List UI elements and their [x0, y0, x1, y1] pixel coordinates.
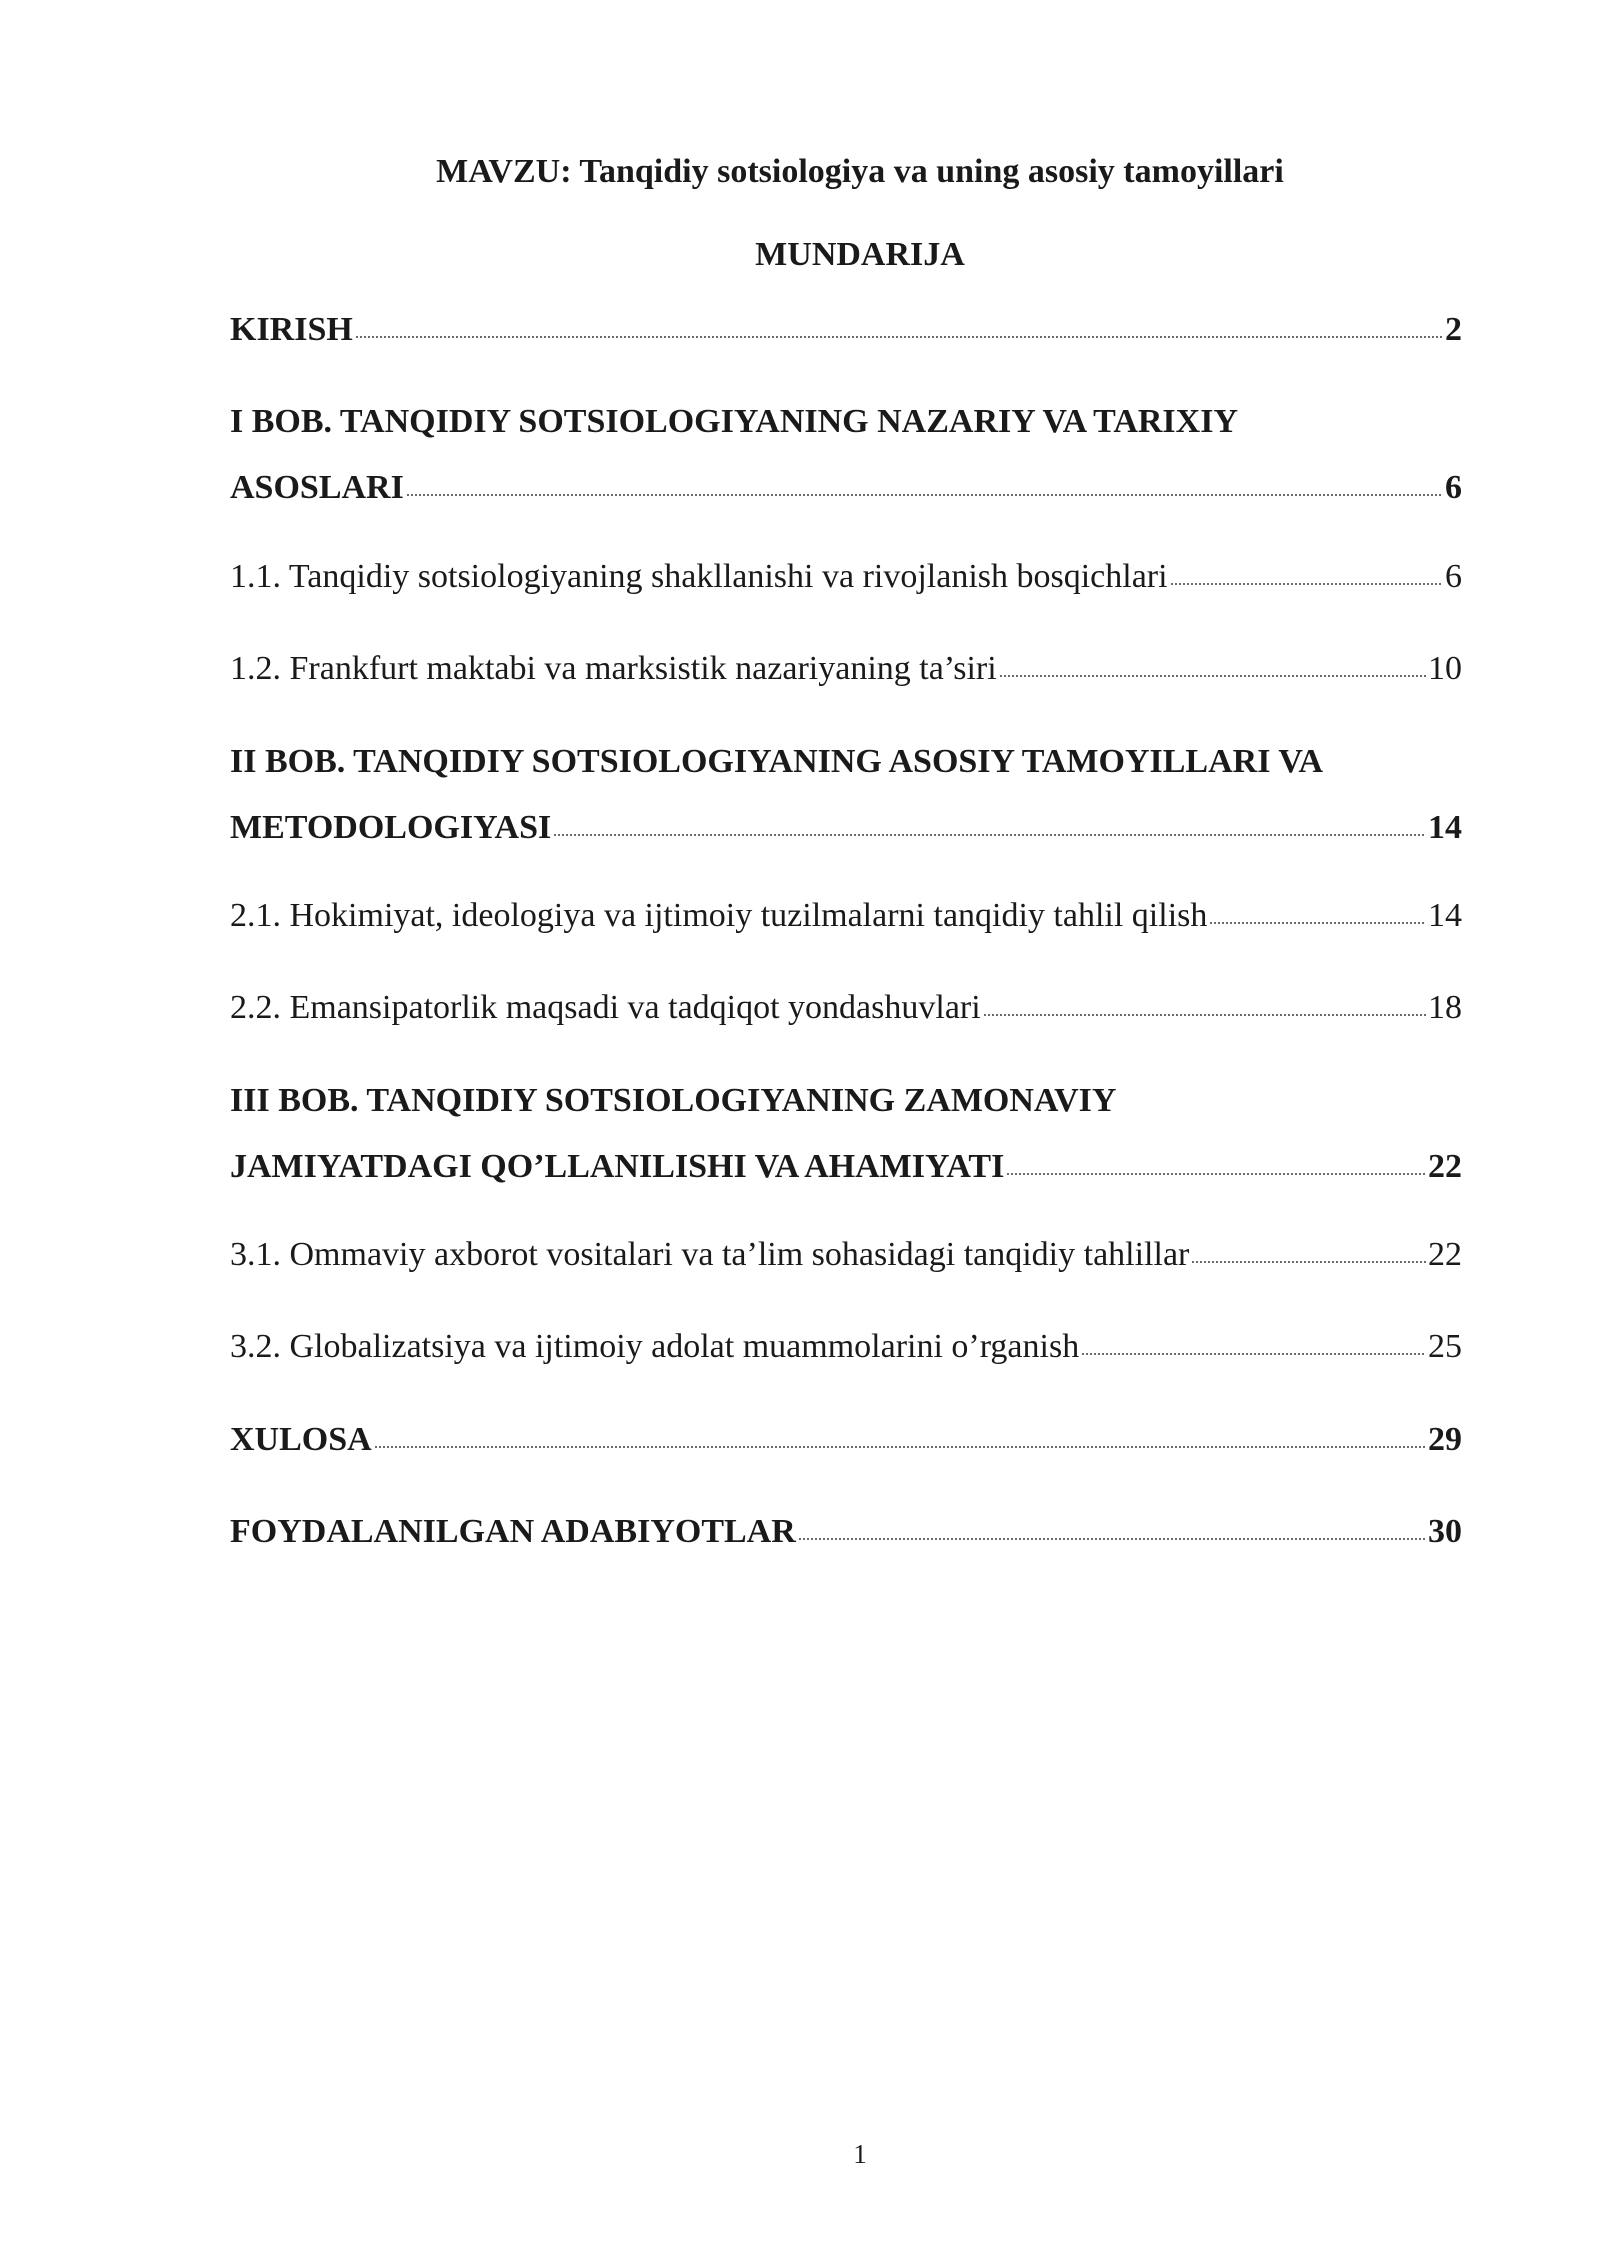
toc-entry-chapter-2 [230, 742, 1462, 848]
toc-entry-title: 3.2. Globalizatsiya va ijtimoiy adolat muammolarini o’rganish [230, 1328, 1080, 1365]
dot-leader [798, 1537, 1426, 1543]
dot-leader [1170, 582, 1443, 588]
dot-leader [983, 1013, 1426, 1019]
toc-entry-title: FOYDALANILGAN ADABIYOTLAR [230, 1513, 796, 1550]
toc-entry-page: 18 [1428, 989, 1462, 1026]
dot-leader [1081, 1352, 1426, 1358]
toc-entry-section-1-2 [230, 649, 1462, 689]
toc-entry-title: 2.1. Hokimiyat, ideologiya va ijtimoiy tuzilmalarni tanqidiy tahlil qilish [230, 897, 1208, 934]
toc-entry-page: 14 [1428, 897, 1462, 934]
toc-entry-title: KIRISH [230, 311, 353, 348]
toc-entry-chapter-1 [230, 402, 1462, 508]
toc-entry-title: METODOLOGIYASI [230, 809, 552, 846]
dot-leader [1006, 1172, 1426, 1178]
toc-entry-page: 29 [1428, 1421, 1462, 1458]
toc-entry-chapter-3 [230, 1081, 1462, 1187]
toc-entry-title: XULOSA [230, 1421, 372, 1458]
toc-entry-section-2-1 [230, 896, 1462, 936]
toc-entry-title-line1: I BOB. TANQIDIY SOTSIOLOGIYANING NAZARIY VA TARIXIY [230, 403, 1238, 440]
dot-leader [406, 493, 1443, 499]
toc-entry-bibliography [230, 1512, 1462, 1552]
toc-entry-section-3-1 [230, 1235, 1462, 1275]
toc-entry-page: 10 [1428, 650, 1462, 687]
dot-leader [1209, 921, 1426, 927]
dot-leader [374, 1445, 1426, 1451]
toc-entry-title: 1.1. Tanqidiy sotsiologiyaning shakllanishi va rivojlanish bosqichlari [230, 558, 1168, 595]
toc-entry-title-line1: III BOB. TANQIDIY SOTSIOLOGIYANING ZAMONAVIY [230, 1082, 1117, 1119]
toc-entry-title: JAMIYATDAGI QO’LLANILISHI VA AHAMIYATI [230, 1148, 1005, 1185]
dot-leader [1191, 1260, 1426, 1266]
toc-entry-title-line1: II BOB. TANQIDIY SOTSIOLOGIYANING ASOSIY TAMOYILLARI VA [230, 743, 1324, 780]
toc-entry-title: ASOSLARI [230, 469, 404, 506]
toc-entry-kirish [230, 310, 1462, 350]
page-number: 1 [853, 2139, 867, 2169]
toc-entry-page: 30 [1428, 1513, 1462, 1550]
toc-entry-title: 3.1. Ommaviy axborot vositalari va ta’lim sohasidagi tanqidiy tahlillar [230, 1236, 1190, 1273]
toc-entry-page: 25 [1428, 1328, 1462, 1365]
toc-entry-title: 1.2. Frankfurt maktabi va marksistik nazariyaning ta’siri [230, 650, 997, 687]
toc-entry-section-2-2 [230, 988, 1462, 1028]
toc-heading: MUNDARIJA [755, 236, 965, 273]
toc-entry-xulosa [230, 1420, 1462, 1460]
toc-entry-page: 14 [1428, 809, 1462, 846]
dot-leader [355, 335, 1443, 341]
toc-entry-section-1-1 [230, 557, 1462, 597]
toc-entry-section-3-2 [230, 1327, 1462, 1367]
dot-leader [553, 833, 1426, 839]
toc-entry-page: 22 [1428, 1148, 1462, 1185]
toc-entry-page: 22 [1428, 1236, 1462, 1273]
document-topic: MAVZU: Tanqidiy sotsiologiya va uning asosiy tamoyillari [436, 153, 1284, 190]
toc-entry-title: 2.2. Emansipatorlik maqsadi va tadqiqot yondashuvlari [230, 989, 981, 1026]
toc-entry-page: 6 [1445, 469, 1462, 506]
toc-entry-page: 2 [1445, 311, 1462, 348]
toc-entry-page: 6 [1445, 558, 1462, 595]
dot-leader [999, 674, 1426, 680]
